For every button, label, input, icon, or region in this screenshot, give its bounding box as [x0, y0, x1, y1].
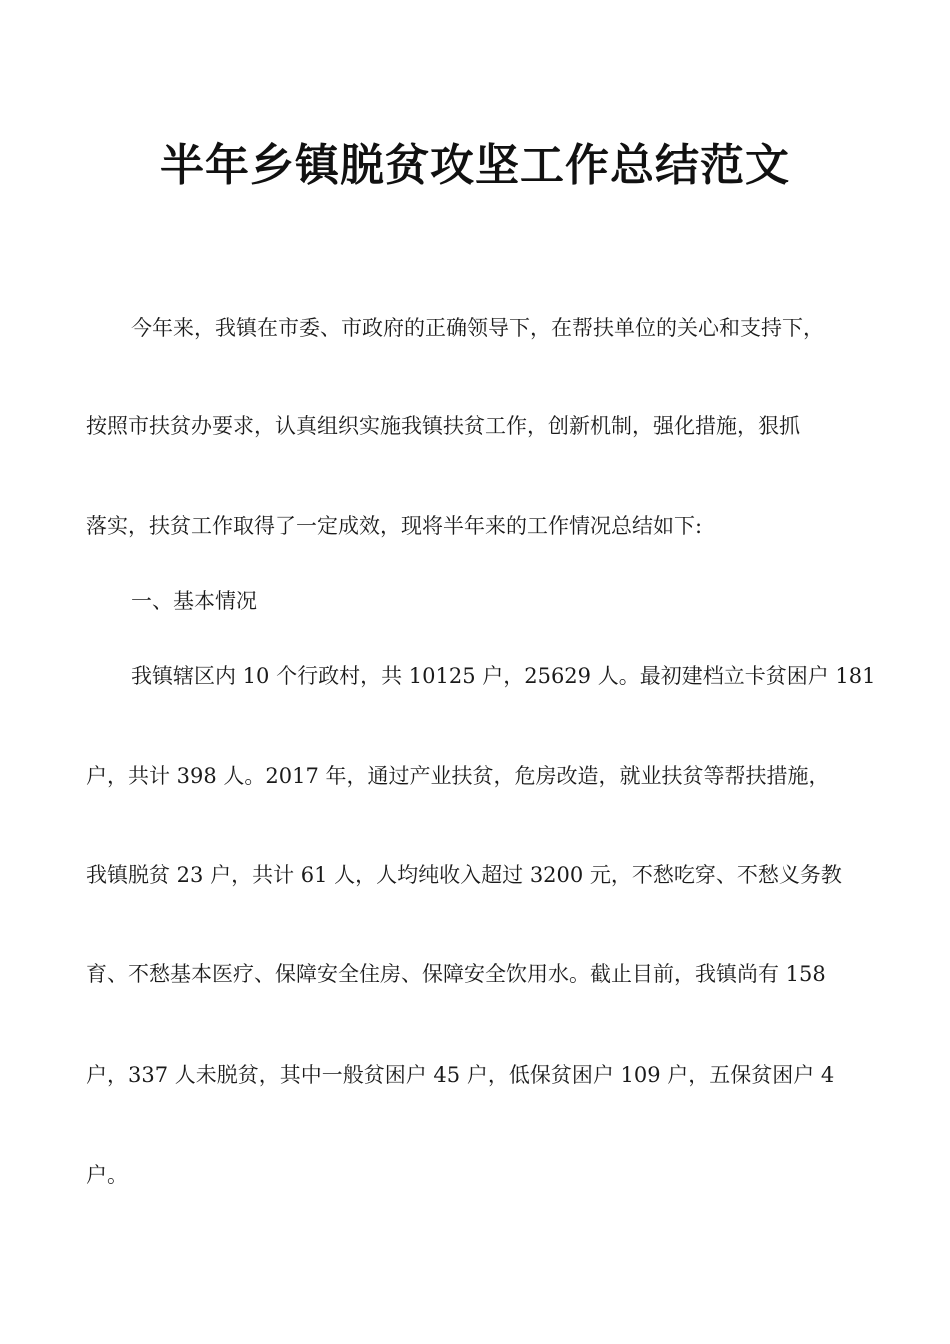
intro-paragraph-line-1: 今年来，我镇在市委、市政府的正确领导下，在帮扶单位的关心和支持下， [131, 316, 824, 340]
section-heading: 一、基本情况 [131, 589, 257, 613]
body-paragraph-line-5: 户，337 人未脱贫，其中一般贫困户 45 户，低保贫困户 109 户，五保贫困户 4 [86, 1063, 835, 1087]
intro-paragraph-line-3: 落实，扶贫工作取得了一定成效，现将半年来的工作情况总结如下: [86, 514, 703, 538]
body-paragraph-line-6: 户。 [86, 1163, 128, 1187]
body-paragraph-line-1: 我镇辖区内 10 个行政村，共 10125 户，25629 人。最初建档立卡贫困户 181 [131, 664, 876, 688]
body-paragraph-line-3: 我镇脱贫 23 户，共计 61 人，人均纯收入超过 3200 元，不愁吃穿、不愁义务教 [86, 863, 842, 887]
body-paragraph-line-2: 户，共计 398 人。2017 年，通过产业扶贫，危房改造，就业扶贫等帮扶措施， [86, 764, 830, 788]
document-title: 半年乡镇脱贫攻坚工作总结范文 [160, 140, 790, 191]
intro-paragraph-line-2: 按照市扶贫办要求，认真组织实施我镇扶贫工作，创新机制，强化措施，狠抓 [86, 414, 800, 438]
body-paragraph-line-4: 育、不愁基本医疗、保障安全住房、保障安全饮用水。截止目前，我镇尚有 158 [86, 962, 826, 986]
